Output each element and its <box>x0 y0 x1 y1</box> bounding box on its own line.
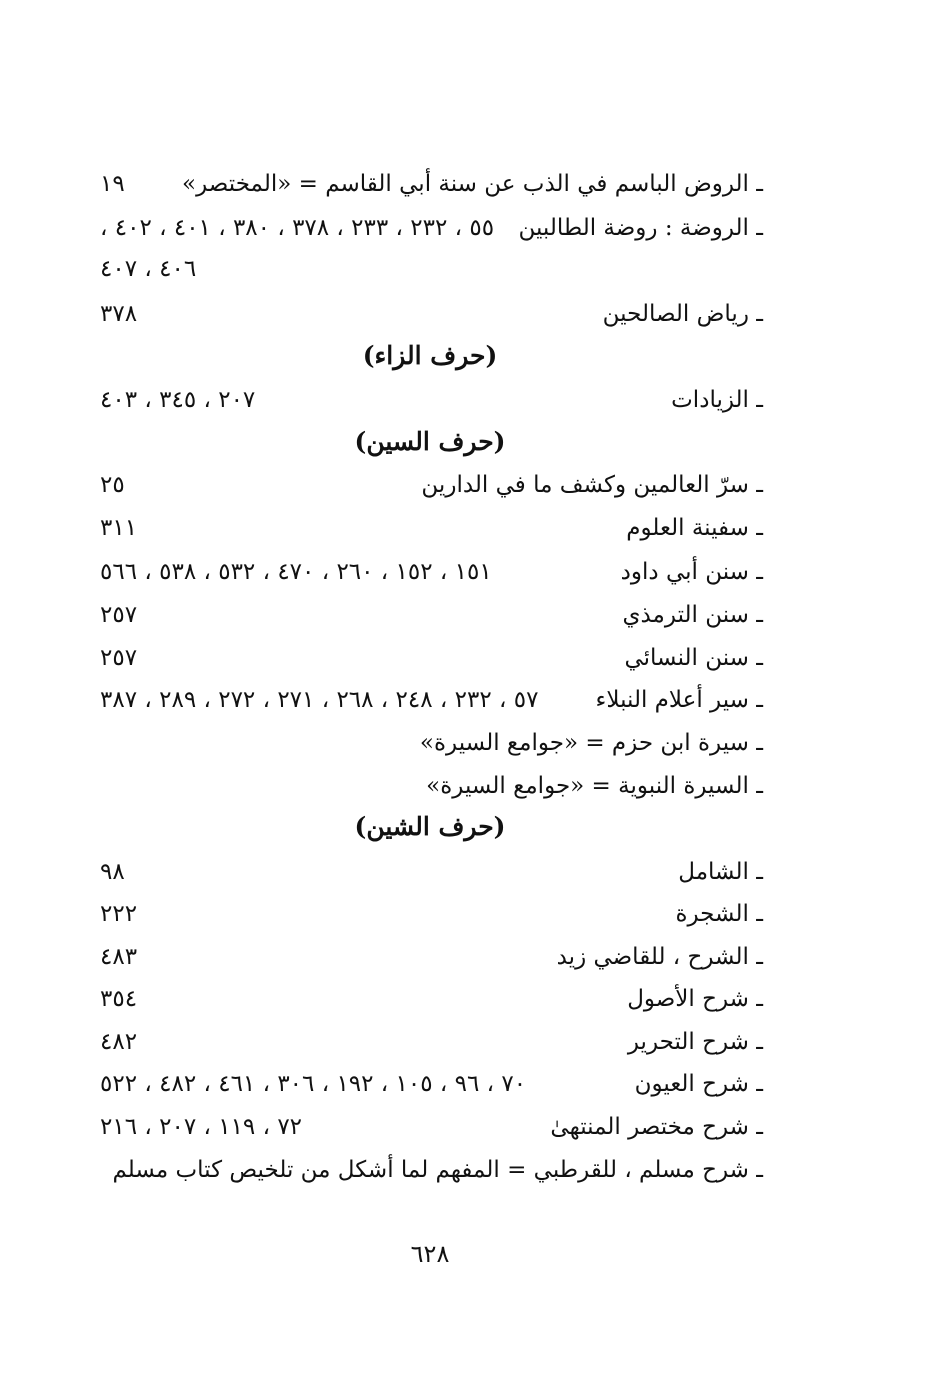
index-entry <box>100 937 763 977</box>
entry-pages: ٢٢٢ <box>100 901 138 927</box>
entry-pages: ٣١١ <box>100 515 138 541</box>
entry-title: ـ شرح مختصر المنتهىٰ <box>550 1114 763 1140</box>
section-heading-shin: (حرف الشين) <box>354 812 506 841</box>
index-entry <box>100 465 763 505</box>
entry-title: ـ شرح مسلم ، للقرطبي = المفهم لما أشكل من تلخيص كتاب مسلم <box>112 1157 763 1183</box>
index-entry <box>100 894 763 934</box>
index-entry <box>100 638 763 678</box>
index-entry <box>100 1150 763 1190</box>
entry-title: ـ سنن أبي داود <box>620 559 763 585</box>
entry-pages-continuation: ٤٠٦ ، ٤٠٧ <box>100 256 197 282</box>
index-entry <box>100 680 763 720</box>
index-entry <box>100 1107 763 1147</box>
entry-pages: ٢٥ <box>100 472 125 498</box>
index-entry <box>100 852 763 892</box>
index-entry <box>100 723 763 763</box>
entry-pages: ٣٧٨ <box>100 301 138 327</box>
entry-title: ـ سنن النسائي <box>624 645 763 671</box>
entry-pages: ٤٨٢ <box>100 1029 138 1055</box>
entry-pages: ٢٥٧ <box>100 602 138 628</box>
index-entry <box>100 595 763 635</box>
entry-title: ـ الشرح ، للقاضي زيد <box>556 944 763 970</box>
index-entry <box>100 766 763 806</box>
entry-title: ـ سنن الترمذي <box>622 602 763 628</box>
entry-title: ـ الشجرة <box>675 901 763 927</box>
entry-pages: ٥٥ ، ٢٣٢ ، ٢٣٣ ، ٣٧٨ ، ٣٨٠ ، ٤٠١ ، ٤٠٢ ، <box>100 215 495 241</box>
index-entry <box>100 1064 763 1104</box>
index-entry <box>100 552 763 592</box>
entry-pages: ٢٠٧ ، ٣٤٥ ، ٤٠٣ <box>100 387 256 413</box>
index-entry <box>100 380 763 420</box>
index-entry <box>100 164 763 204</box>
entry-title: ـ الروض الباسم في الذب عن سنة أبي القاسم = «المختصر» <box>182 171 763 197</box>
section-heading-zay: (حرف الزاء) <box>362 341 498 370</box>
page-number: ٦٢٨ <box>410 1240 450 1268</box>
index-entry <box>100 979 763 1019</box>
entry-pages: ٧٢ ، ١١٩ ، ٢٠٧ ، ٢١٦ <box>100 1114 303 1140</box>
entry-pages: ٥٧ ، ٢٣٢ ، ٢٤٨ ، ٢٦٨ ، ٢٧١ ، ٢٧٢ ، ٢٨٩ ، ٣٨٧ <box>100 687 539 713</box>
entry-pages: ٩٨ <box>100 859 125 885</box>
entry-title: ـ السيرة النبوية = «جوامع السيرة» <box>426 773 763 799</box>
entry-pages: ١٥١ ، ١٥٢ ، ٢٦٠ ، ٤٧٠ ، ٥٣٢ ، ٥٣٨ ، ٥٦٦ <box>100 559 492 585</box>
entry-title: ـ الروضة : روضة الطالبين <box>518 215 763 241</box>
entry-title: ـ الشامل <box>678 859 763 885</box>
entry-title: ـ شرح التحرير <box>627 1029 763 1055</box>
entry-title: ـ سير أعلام النبلاء <box>595 687 763 713</box>
entry-title: ـ شرح العيون <box>634 1071 763 1097</box>
index-entry <box>100 508 763 548</box>
entry-title: ـ سفينة العلوم <box>626 515 763 541</box>
entry-pages: ١٩ <box>100 171 125 197</box>
entry-pages: ٤٨٣ <box>100 944 138 970</box>
entry-pages: ٢٥٧ <box>100 645 138 671</box>
index-entry <box>100 294 763 334</box>
entry-pages: ٧٠ ، ٩٦ ، ١٠٥ ، ١٩٢ ، ٣٠٦ ، ٤٦١ ، ٤٨٢ ، ٥٢٢ <box>100 1071 527 1097</box>
entry-title: ـ سرّ العالمين وكشف ما في الدارين <box>421 472 763 498</box>
entry-title: ـ شرح الأصول <box>627 986 763 1012</box>
entry-title: ـ سيرة ابن حزم = «جوامع السيرة» <box>419 730 763 756</box>
section-heading-sin: (حرف السين) <box>354 427 506 456</box>
index-entry <box>100 208 763 248</box>
entry-title: ـ الزيادات <box>671 387 763 413</box>
entry-pages: ٣٥٤ <box>100 986 138 1012</box>
entry-title: ـ رياض الصالحين <box>602 301 763 327</box>
index-entry <box>100 1022 763 1062</box>
